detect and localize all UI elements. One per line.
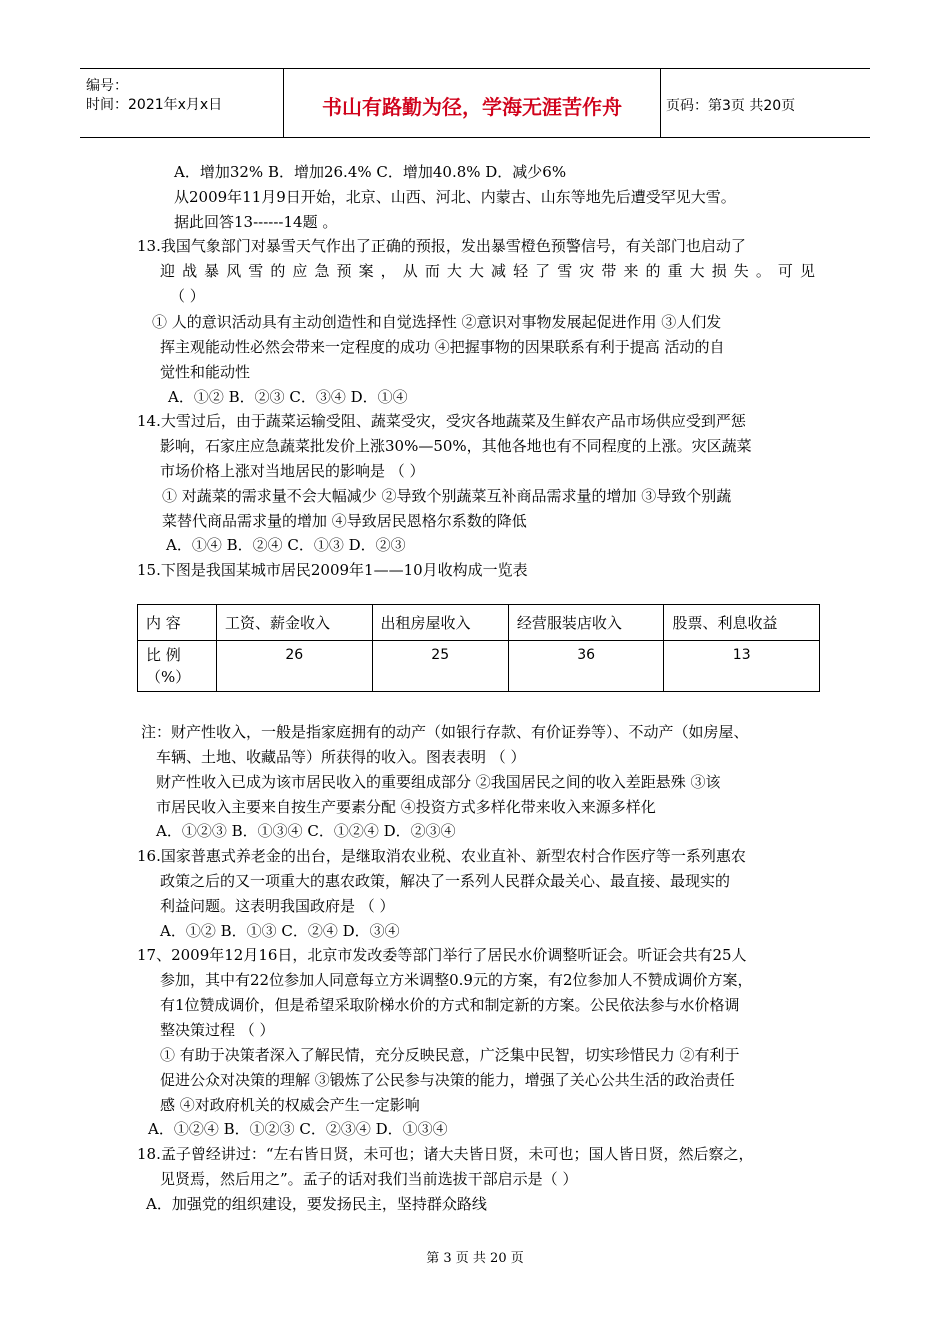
table-header-rental: 出租房屋收入	[372, 605, 508, 641]
q16-options: A．①② B．①③ C．②④ D．③④	[160, 922, 400, 940]
q13-statement-2: 挥主观能动性必然会带来一定程度的成功 ④把握事物的因果联系有利于提高 活动的自	[160, 338, 725, 356]
motto: 书山有路勤为径，学海无涯苦作舟	[322, 95, 622, 119]
intro-line-2: 据此回答13------14题 。	[174, 213, 338, 231]
q16-line-2: 政策之后的又一项重大的惠农政策，解决了一系列人民群众最关心、最直接、最现实的	[160, 872, 731, 890]
header-right-cell	[660, 69, 870, 137]
q16-line-3: 利益问题。这表明我国政府是 （ ）	[160, 897, 395, 915]
table-label-ratio	[138, 641, 217, 692]
table-label-content: 内 容	[138, 605, 217, 641]
q17-statement-3: 感 ④对政府机关的权威会产生一定影响	[160, 1096, 420, 1114]
q17-line-2: 参加，其中有22位参加人同意每立方米调整0.9元的方案，有2位参加人不赞成调价方案，	[160, 971, 753, 989]
q18-option-a: A．加强党的组织建设，要发扬民主，坚持群众路线	[146, 1195, 487, 1213]
table-header-business: 经营服装店收入	[508, 605, 664, 641]
table-value-wages: 26	[217, 641, 373, 692]
table-row	[138, 605, 820, 641]
q13-options: A．①② B．②③ C．③④ D．①④	[168, 388, 408, 406]
q17-statement-1: ① 有助于决策者深入了解民情，充分反映民意，广泛集中民智，切实珍惜民力 ②有利于	[160, 1046, 740, 1064]
table-header-stocks: 股票、利息收益	[664, 605, 820, 641]
header-center-cell	[283, 69, 661, 137]
note-line-1: 注：财产性收入，一般是指家庭拥有的动产（如银行存款、有价证券等）、不动产（如房屋、	[141, 723, 749, 741]
time-label: 时间：2021年x月x日	[86, 97, 223, 113]
income-table	[137, 604, 820, 692]
table-row	[138, 641, 820, 692]
q17-options: A．①②④ B．①②③ C．②③④ D．①③④	[148, 1120, 448, 1138]
table-value-rental: 25	[372, 641, 508, 692]
page-info: 页码：第3页 共20页	[666, 98, 796, 114]
q13-line-1: 13.我国气象部门对暴雪天气作出了正确的预报，发出暴雪橙色预警信号，有关部门也启动了	[137, 237, 746, 255]
q13-line-3: （ ）	[170, 287, 205, 305]
note-line-3: 财产性收入已成为该市居民收入的重要组成部分 ②我国居民之间的收入差距悬殊 ③该	[156, 773, 721, 791]
ratio-label-line-2: （%）	[146, 668, 191, 686]
q17-line-3: 有1位赞成调价，但是希望采取阶梯水价的方式和制定新的方案。公民依法参与水价格调	[160, 996, 740, 1014]
q14-statement-2: 菜替代商品需求量的增加 ④导致居民恩格尔系数的降低	[162, 512, 527, 530]
q13-statement-3: 觉性和能动性	[160, 363, 251, 381]
table-header-wages: 工资、薪金收入	[217, 605, 373, 641]
q15-line-1: 15.下图是我国某城市居民2009年1——10月收构成一览表	[137, 561, 528, 579]
q15-options: A．①②③ B．①③④ C．①②④ D．②③④	[156, 822, 456, 840]
page-header	[80, 68, 870, 138]
q14-line-2: 影响，石家庄应急蔬菜批发价上涨30%—50%，其他各地也有不同程度的上涨。灾区蔬菜	[160, 437, 752, 455]
q18-line-1: 18.孟子曾经讲过：“左右皆日贤，未可也；诸大夫皆日贤，未可也；国人皆日贤，然后察之，	[137, 1145, 754, 1163]
q14-options: A．①④ B．②④ C．①③ D．②③	[166, 536, 406, 554]
q13-line-2: 迎战暴风雪的应急预案，从而大大减轻了雪灾带来的重大损失。可见	[160, 262, 815, 280]
page-footer: 第 3 页 共 20 页	[426, 1251, 524, 1266]
q14-statement-1: ① 对蔬菜的需求量不会大幅减少 ②导致个别蔬菜互补商品需求量的增加 ③导致个别蔬	[162, 487, 732, 505]
header-left-cell	[80, 69, 283, 137]
note-line-4: 市居民收入主要来自按生产要素分配 ④投资方式多样化带来收入来源多样化	[156, 798, 656, 816]
q18-line-2: 见贤焉，然后用之”。孟子的话对我们当前选拔干部启示是（ ）	[160, 1170, 578, 1188]
intro-line-1: 从2009年11月9日开始，北京、山西、河北、内蒙古、山东等地先后遭受罕见大雪。	[174, 188, 736, 206]
q17-statement-2: 促进公众对决策的理解 ③锻炼了公民参与决策的能力，增强了关心公共生活的政治责任	[160, 1071, 735, 1089]
ratio-label-line-1: 比 例	[146, 646, 181, 664]
table-value-business: 36	[508, 641, 664, 692]
q17-line-4: 整决策过程 （ ）	[160, 1021, 275, 1039]
q14-line-1: 14.大雪过后，由于蔬菜运输受阻、蔬菜受灾，受灾各地蔬菜及生鲜农产品市场供应受到严惩	[137, 412, 746, 430]
q16-line-1: 16.国家普惠式养老金的出台，是继取消农业税、农业直补、新型农村合作医疗等一系列惠农	[137, 847, 746, 865]
q17-line-1: 17、2009年12月16日，北京市发改委等部门举行了居民水价调整听证会。听证会共有25人	[137, 946, 747, 964]
note-line-2: 车辆、土地、收藏品等）所获得的收入。图表表明 （ ）	[156, 748, 526, 766]
q12-options: A．增加32% B．增加26.4% C．增加40.8% D．减少6%	[174, 163, 567, 181]
q14-line-3: 市场价格上涨对当地居民的影响是 （ ）	[160, 462, 425, 480]
q13-statement-1: ① 人的意识活动具有主动创造性和自觉选择性 ②意识对事物发展起促进作用 ③人们发	[152, 313, 722, 331]
number-label: 编号：	[86, 78, 128, 94]
table-value-stocks: 13	[664, 641, 820, 692]
